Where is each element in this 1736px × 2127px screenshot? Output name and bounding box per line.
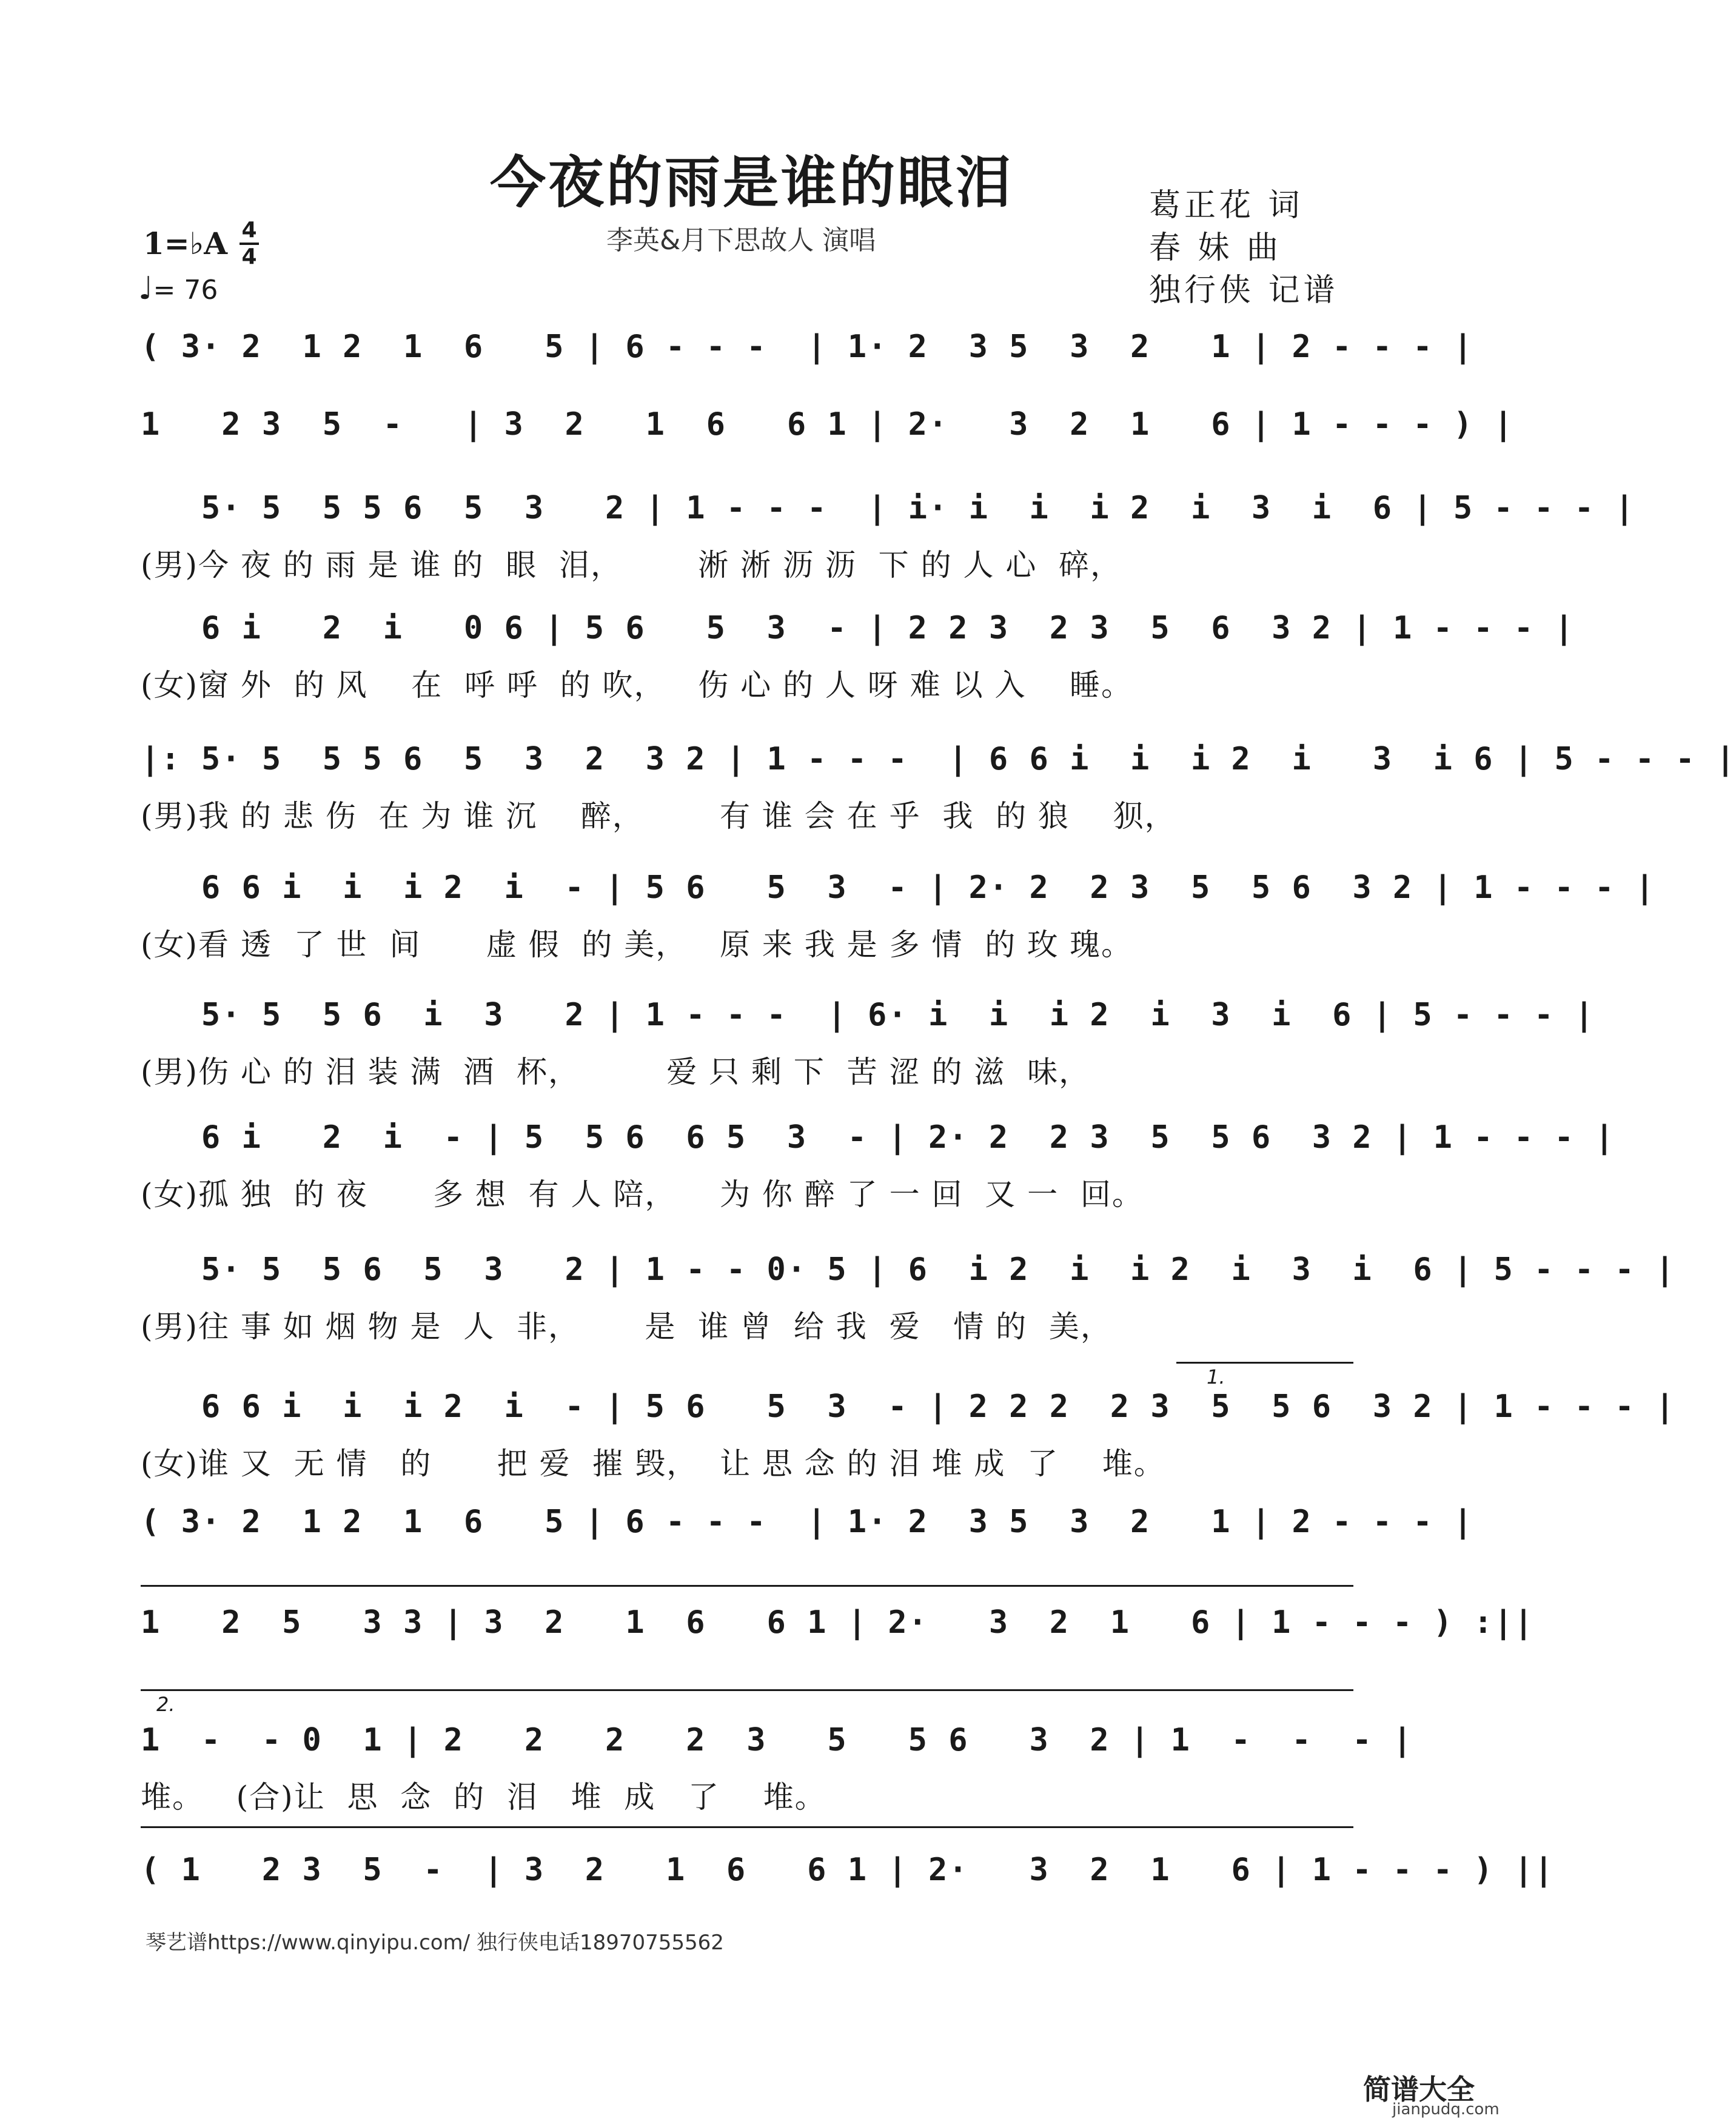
notation-line: 6 i 2 i 0 6 | 5 6 5 3 - | 2 2 3 2 3 5 6 3 2 | 1 - - - | bbox=[141, 610, 1575, 646]
system-3 bbox=[141, 490, 1635, 583]
performer-credit: 李英&月下思故人 演唱 bbox=[606, 225, 876, 256]
lyrics-line: (男)我 的 悲 伤 在 为 谁 沉 醉， 有 谁 会 在 乎 我 的 狼 狈， bbox=[141, 799, 1176, 834]
tempo-value: = 76 bbox=[153, 275, 218, 306]
first-ending-bracket bbox=[1176, 1362, 1353, 1364]
lyrics-line: (女)孤 独 的 夜 多 想 有 人 陪， 为 你 醉 了 一 回 又 一 回。 bbox=[141, 1177, 1144, 1212]
system-7 bbox=[141, 997, 1595, 1090]
system-5 bbox=[141, 741, 1736, 834]
notation-line: ( 1 2 3 5 - | 3 2 1 6 6 1 | 2· 3 2 1 6 | 1 - - - ) || bbox=[141, 1852, 1555, 1888]
notation-line: 1 - - 0 1 | 2 2 2 2 3 5 5 6 3 2 | 1 - - - | bbox=[141, 1722, 1413, 1758]
footer-source: 琴艺谱https://www.qinyipu.com/ 独行侠电话18970755562 bbox=[146, 1931, 724, 1955]
lyrics-line: (男)往 事 如 烟 物 是 人 非， 是 谁 曾 给 我 爱 情 的 美， bbox=[141, 1309, 1112, 1344]
notation-line: 5· 5 5 5 6 5 3 2 | 1 - - - | i· i i i 2 i 3 i 6 | 5 - - - | bbox=[141, 490, 1635, 526]
system-12 bbox=[141, 1604, 1535, 1641]
notation-line: ( 3· 2 1 2 1 6 5 | 6 - - - | 1· 2 3 5 3 2 1 | 2 - - - | bbox=[141, 329, 1474, 365]
notation-line: 5· 5 5 6 5 3 2 | 1 - - 0· 5 | 6 i 2 i i 2 i 3 i 6 | 5 - - - | bbox=[141, 1251, 1676, 1288]
tempo-marking bbox=[138, 270, 218, 307]
watermark-url: jianpudq.com bbox=[1392, 2100, 1500, 2119]
lyrics-line: (女)看 透 了 世 间 虚 假 的 美， 原 来 我 是 多 情 的 玫 瑰。 bbox=[141, 927, 1133, 962]
system-10 bbox=[141, 1388, 1676, 1482]
system-11 bbox=[141, 1504, 1474, 1540]
time-signature-top: 4 bbox=[241, 218, 257, 243]
system-8 bbox=[141, 1119, 1615, 1213]
notation-line: |: 5· 5 5 5 6 5 3 2 3 2 | 1 - - - | 6 6 i i i 2 i 3 i 6 | 5 - - - | bbox=[141, 741, 1736, 777]
system-9 bbox=[141, 1251, 1676, 1345]
transcriber-credit: 独行侠 记谱 bbox=[1149, 272, 1339, 309]
lyrics-line: 堆。 (合)让 思 念 的 泪 堆 成 了 堆。 bbox=[141, 1780, 826, 1815]
second-ending-label: 2. bbox=[156, 1693, 175, 1716]
lyrics-line: (女)谁 又 无 情 的 把 爱 摧 毁， 让 思 念 的 泪 堆 成 了 堆。 bbox=[141, 1446, 1165, 1481]
composer-credit: 春 妹 曲 bbox=[1149, 230, 1282, 266]
song-title: 今夜的雨是谁的眼泪 bbox=[489, 150, 1014, 215]
time-signature-bottom: 4 bbox=[241, 244, 257, 269]
lyricist-credit: 葛正花 词 bbox=[1149, 187, 1304, 224]
system-6 bbox=[141, 869, 1655, 963]
notation-line: 6 6 i i i 2 i - | 5 6 5 3 - | 2 2 2 2 3 5 5 6 3 2 | 1 - - - | bbox=[141, 1388, 1676, 1425]
notation-line: 5· 5 5 6 i 3 2 | 1 - - - | 6· i i i 2 i 3 i 6 | 5 - - - | bbox=[141, 997, 1595, 1033]
system-2 bbox=[141, 406, 1514, 443]
lyrics-line: (男)今 夜 的 雨 是 谁 的 眼 泪， 淅 淅 沥 沥 下 的 人 心 碎， bbox=[141, 548, 1122, 583]
system-1 bbox=[141, 329, 1474, 365]
notation-line: ( 3· 2 1 2 1 6 5 | 6 - - - | 1· 2 3 5 3 2 1 | 2 - - - | bbox=[141, 1504, 1474, 1540]
lyrics-line: (男)伤 心 的 泪 装 满 酒 杯， 爱 只 剩 下 苦 涩 的 滋 味， bbox=[141, 1054, 1091, 1090]
first-ending-label: 1. bbox=[1207, 1365, 1225, 1388]
time-signature bbox=[240, 219, 259, 268]
second-ending-bracket bbox=[141, 1689, 1353, 1691]
quarter-note-icon: ♩ bbox=[138, 270, 153, 307]
notation-line: 1 2 5 3 3 | 3 2 1 6 6 1 | 2· 3 2 1 6 | 1 - - - ) :|| bbox=[141, 1604, 1535, 1641]
system-13 bbox=[141, 1722, 1413, 1815]
system-14 bbox=[141, 1852, 1555, 1888]
lyrics-line: (女)窗 外 的 风 在 呼 呼 的 吹， 伤 心 的 人 呀 难 以 入 睡。 bbox=[141, 668, 1133, 703]
watermark-logo: 简谱大全 bbox=[1363, 2073, 1475, 2106]
notation-line: 6 i 2 i - | 5 5 6 6 5 3 - | 2· 2 2 3 5 5 6 3 2 | 1 - - - | bbox=[141, 1119, 1615, 1156]
staff-rule bbox=[141, 1826, 1353, 1828]
notation-line: 1 2 3 5 - | 3 2 1 6 6 1 | 2· 3 2 1 6 | 1 - - - ) | bbox=[141, 406, 1514, 443]
notation-line: 6 6 i i i 2 i - | 5 6 5 3 - | 2· 2 2 3 5 5 6 3 2 | 1 - - - | bbox=[141, 869, 1655, 906]
system-4 bbox=[141, 610, 1575, 703]
key-signature: 1=♭A bbox=[143, 226, 228, 261]
staff-rule bbox=[141, 1585, 1353, 1587]
